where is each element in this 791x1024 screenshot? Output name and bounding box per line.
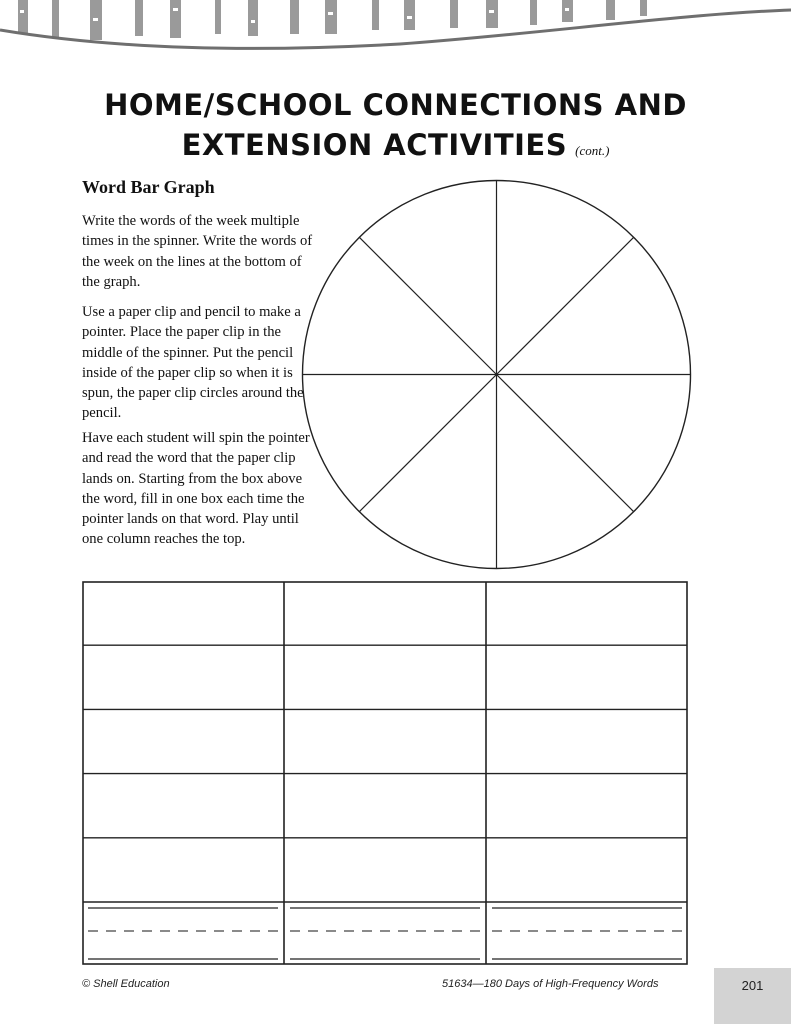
page-number: 201 [741, 978, 764, 993]
page-number-tab [714, 968, 791, 1024]
spinner-circle [300, 178, 693, 571]
word-bar-graph [82, 581, 688, 965]
instruction-paragraph: Use a paper clip and pencil to make a pointer. Place the paper clip in the middle of the spinner. Put the pencil inside of the paper clip so when it is spun, the paper clip circles around the pencil. [82, 304, 304, 422]
instruction-paragraph: Write the words of the week multiple times in the spinner. Write the words of the week on the lines at the bottom of the graph. [82, 213, 313, 290]
header-banner [0, 0, 791, 60]
spinner-divider [497, 237, 634, 374]
page-title-text: EXTENSION ACTIVITIES [181, 128, 568, 162]
section-heading: Word Bar Graph [82, 177, 215, 197]
footer-publisher: © Shell Education [82, 978, 170, 990]
spinner-divider [359, 237, 496, 374]
continued-label: (cont.) [575, 143, 610, 158]
spinner-divider [359, 375, 496, 512]
page-title-line-2 [0, 128, 791, 162]
instruction-paragraph: Have each student will spin the pointer and read the word that the paper clip lands on. Starting from the box above the word, fill in one box each time the pointer lands on that word. Play until one column reaches the top. [82, 430, 310, 548]
spinner-divider [497, 375, 634, 512]
page-title-line-1: HOME/SCHOOL CONNECTIONS AND [104, 88, 687, 122]
footer-book-title: 51634—180 Days of High-Frequency Words [442, 978, 659, 990]
